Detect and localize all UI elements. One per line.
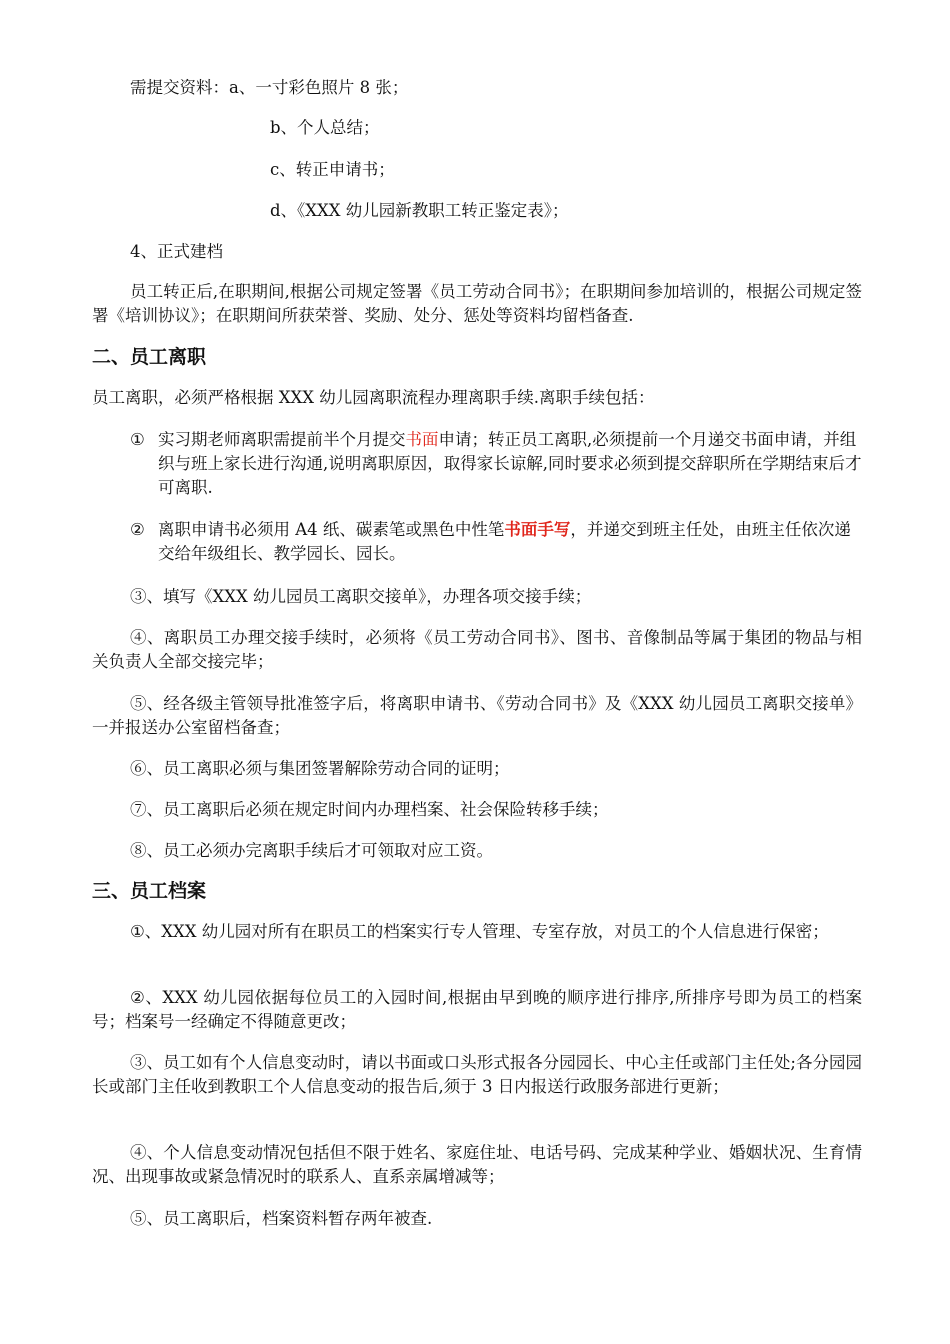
section-heading-archives: 三、员工档案	[92, 880, 207, 902]
highlight-handwritten: 书面手写	[504, 520, 571, 539]
resignation-item-5: ⑤、经各级主管领导批准签字后，将离职申请书、《劳动合同书》及《XXX 幼儿园员工离职交接单》一并报送办公室留档备查；	[92, 694, 862, 737]
highlight-written: 书面	[405, 430, 439, 449]
section-heading-resignation: 二、员工离职	[92, 346, 207, 368]
materials-item-c: c、转正申请书；	[270, 160, 395, 179]
text-segment: 申请；转正员工离职,必须提前一个月递交书面申请，并组织与班上家长进行沟通,说明离职原因，取得家长谅解,同时要求必须到提交辞职所在学期结束后才可离职.	[158, 430, 862, 497]
resignation-item-7: ⑦、员工离职后必须在规定时间内办理档案、社会保险转移手续；	[130, 800, 609, 819]
formal-archive-body: 员工转正后,在职期间,根据公司规定签署《员工劳动合同书》；在职期间参加培训的，根据公司规定签署《培训协议》；在职期间所获荣誉、奖励、处分、惩处等资料均留档备查.	[92, 282, 862, 325]
item-number: ②	[130, 520, 145, 539]
text-segment: ，并递交到班主任处，由班主任依次递交给年级组长、教学园长、园长。	[158, 520, 851, 563]
resignation-item-3: ③、填写《XXX 幼儿园员工离职交接单》，办理各项交接手续；	[130, 587, 592, 606]
item-text	[158, 518, 862, 566]
resignation-item-2	[130, 518, 862, 566]
text-segment: 离职申请书必须用 A4 纸、碳素笔或黑色中性笔	[158, 520, 505, 539]
materials-item-d: d、《XXX 幼儿园新教职工转正鉴定表》；	[270, 201, 569, 220]
archives-item-1: ①、XXX 幼儿园对所有在职员工的档案实行专人管理、专室存放，对员工的个人信息进行保密；	[130, 922, 829, 941]
item-text	[158, 428, 862, 500]
archives-item-4: ④、个人信息变动情况包括但不限于姓名、家庭住址、电话号码、完成某种学业、婚姻状况、生育情况、出现事故或紧急情况时的联系人、直系亲属增减等；	[92, 1143, 862, 1186]
materials-item-b: b、个人总结；	[270, 118, 380, 137]
archives-item-5: ⑤、员工离职后，档案资料暂存两年被查.	[130, 1209, 433, 1228]
resignation-intro: 员工离职，必须严格根据 XXX 幼儿园离职流程办理离职手续.离职手续包括：	[92, 388, 655, 407]
resignation-item-1	[130, 428, 862, 500]
formal-archive-title: 4、正式建档	[130, 242, 223, 261]
archives-item-2: ②、XXX 幼儿园依据每位员工的入园时间,根据由早到晚的顺序进行排序,所排序号即为员工的档案号；档案号一经确定不得随意更改；	[92, 988, 862, 1031]
resignation-item-4: ④、离职员工办理交接手续时，必须将《员工劳动合同书》、图书、音像制品等属于集团的物品与相关负责人全部交接完毕；	[92, 628, 862, 671]
text-segment: 实习期老师离职需提前半个月提交	[158, 430, 406, 449]
item-number: ①	[130, 430, 145, 449]
archives-item-3: ③、员工如有个人信息变动时，请以书面或口头形式报各分园园长、中心主任或部门主任处;各分园园长或部门主任收到教职工个人信息变动的报告后,须于 3 日内报送行政服务部进行更新；	[92, 1053, 862, 1096]
materials-item-a: a、一寸彩色照片 8 张；	[229, 78, 409, 97]
materials-intro: 需提交资料：	[130, 78, 229, 97]
resignation-item-8: ⑧、员工必须办完离职手续后才可领取对应工资。	[130, 841, 493, 860]
resignation-item-6: ⑥、员工离职必须与集团签署解除劳动合同的证明；	[130, 759, 510, 778]
materials-line-a	[130, 76, 408, 100]
